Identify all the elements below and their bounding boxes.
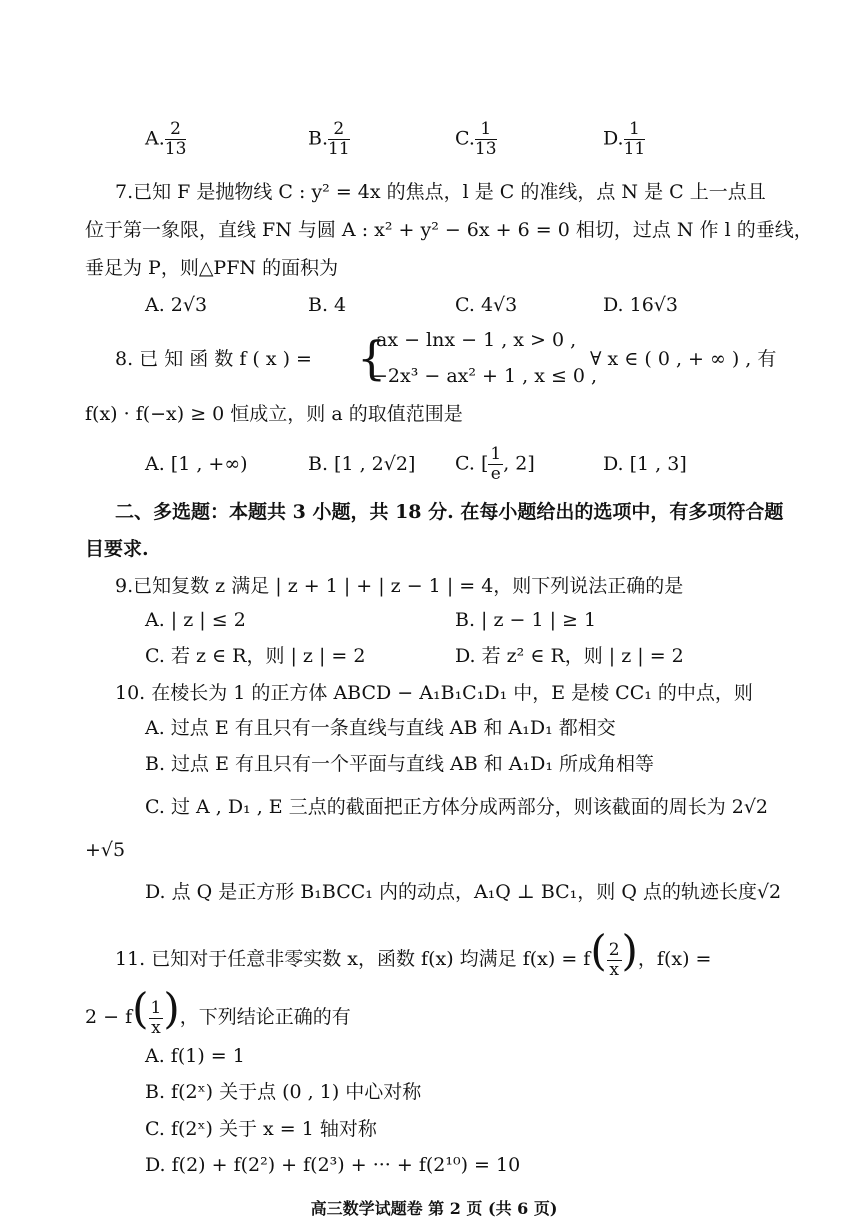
q8-case-1: ax − lnx − 1 , x > 0 , [376,329,577,351]
q8-option-b: B. [1 , 2√2] [308,453,416,475]
q9-option-d: D. 若 z² ∈ R，则 | z | = 2 [455,645,684,667]
q7-line-3: 垂足为 P，则△PFN 的面积为 [85,257,339,279]
q8-option-d: D. [1 , 3] [603,453,687,475]
q10-option-d: D. 点 Q 是正方形 B₁BCC₁ 内的动点，A₁Q ⊥ BC₁，则 Q 点的轨迹长度√2 [145,881,782,903]
q7-option-b: B. 4 [308,294,347,316]
q11-option-b: B. f(2ˣ) 关于点 (0 , 1) 中心对称 [145,1081,422,1103]
q10-option-c-cont: +√5 [85,839,126,861]
q7-option-c: C. 4√3 [455,294,518,316]
page-footer: 高三数学试题卷 第 2 页 (共 6 页) [310,1199,558,1218]
q8-prefix: 8. 已 知 函 数 f ( x ) = [115,348,312,370]
q10-option-c: C. 过 A , D₁ , E 三点的截面把正方体分成两部分，则该截面的周长为 2√2 [145,796,769,818]
q6-option-a: A. $\frac{2}{13}$ [145,119,187,159]
q7-option-a: A. 2√3 [145,294,208,316]
q8-option-a: A. [1 , +∞) [145,453,248,475]
section-2-heading: 二、多选题：本题共 3 小题，共 18 分. 在每小题给出的选项中，有多项符合题 [115,501,784,523]
q8-case-2: −2x³ − ax² + 1 , x ≤ 0 , [372,365,598,387]
q9-option-c: C. 若 z ∈ R，则 | z | = 2 [145,645,366,667]
q9-stem: 9.已知复数 z 满足 | z + 1 | + | z − 1 | = 4，则下列说法正确的是 [115,575,684,597]
q11-stem: 11. 已知对于任意非零实数 x，函数 f(x) 均满足 f(x) = f( $\frac{2}{x}$ )，f(x) = [115,926,712,980]
q6-option-c: C. $\frac{1}{13}$ [455,119,497,159]
q10-option-b: B. 过点 E 有且只有一个平面与直线 AB 和 A₁D₁ 所成角相等 [145,753,655,775]
q11-stem-cont: 2 − f( $\frac{1}{x}$ )，下列结论正确的有 [85,984,351,1038]
q8-line-2: f(x) · f(−x) ≥ 0 恒成立，则 a 的取值范围是 [85,403,463,425]
piecewise-brace-icon: { [357,331,387,385]
q10-option-a: A. 过点 E 有且只有一条直线与直线 AB 和 A₁D₁ 都相交 [145,717,616,739]
q10-stem: 10. 在棱长为 1 的正方体 ABCD − A₁B₁C₁D₁ 中，E 是棱 CC₁ 的中点，则 [115,682,753,704]
q11-option-c: C. f(2ˣ) 关于 x = 1 轴对称 [145,1118,377,1140]
q11-option-a: A. f(1) = 1 [145,1045,245,1067]
section-2-heading-cont: 目要求. [85,538,149,560]
q9-option-b: B. | z − 1 | ≥ 1 [455,609,597,631]
q7-line-2: 位于第一象限，直线 FN 与圆 A : x² + y² − 6x + 6 = 0 相切，过点 N 作 l 的垂线， [85,219,813,241]
q8-option-c: C. [ $\frac{1}{e}$ , 2] [455,444,535,484]
q9-option-a: A. | z | ≤ 2 [145,609,246,631]
q11-option-d: D. f(2) + f(2²) + f(2³) + ··· + f(2¹⁰) = 10 [145,1154,521,1176]
q8-suffix: ∀ x ∈ ( 0 , + ∞ ) , 有 [590,348,777,370]
q7-line-1: 7.已知 F 是抛物线 C : y² = 4x 的焦点，l 是 C 的准线，点 N 是 C 上一点且 [115,181,766,203]
q7-option-d: D. 16√3 [603,294,679,316]
q6-option-b: B. $\frac{2}{11}$ [308,119,350,159]
q6-option-d: D. $\frac{1}{11}$ [603,119,646,159]
